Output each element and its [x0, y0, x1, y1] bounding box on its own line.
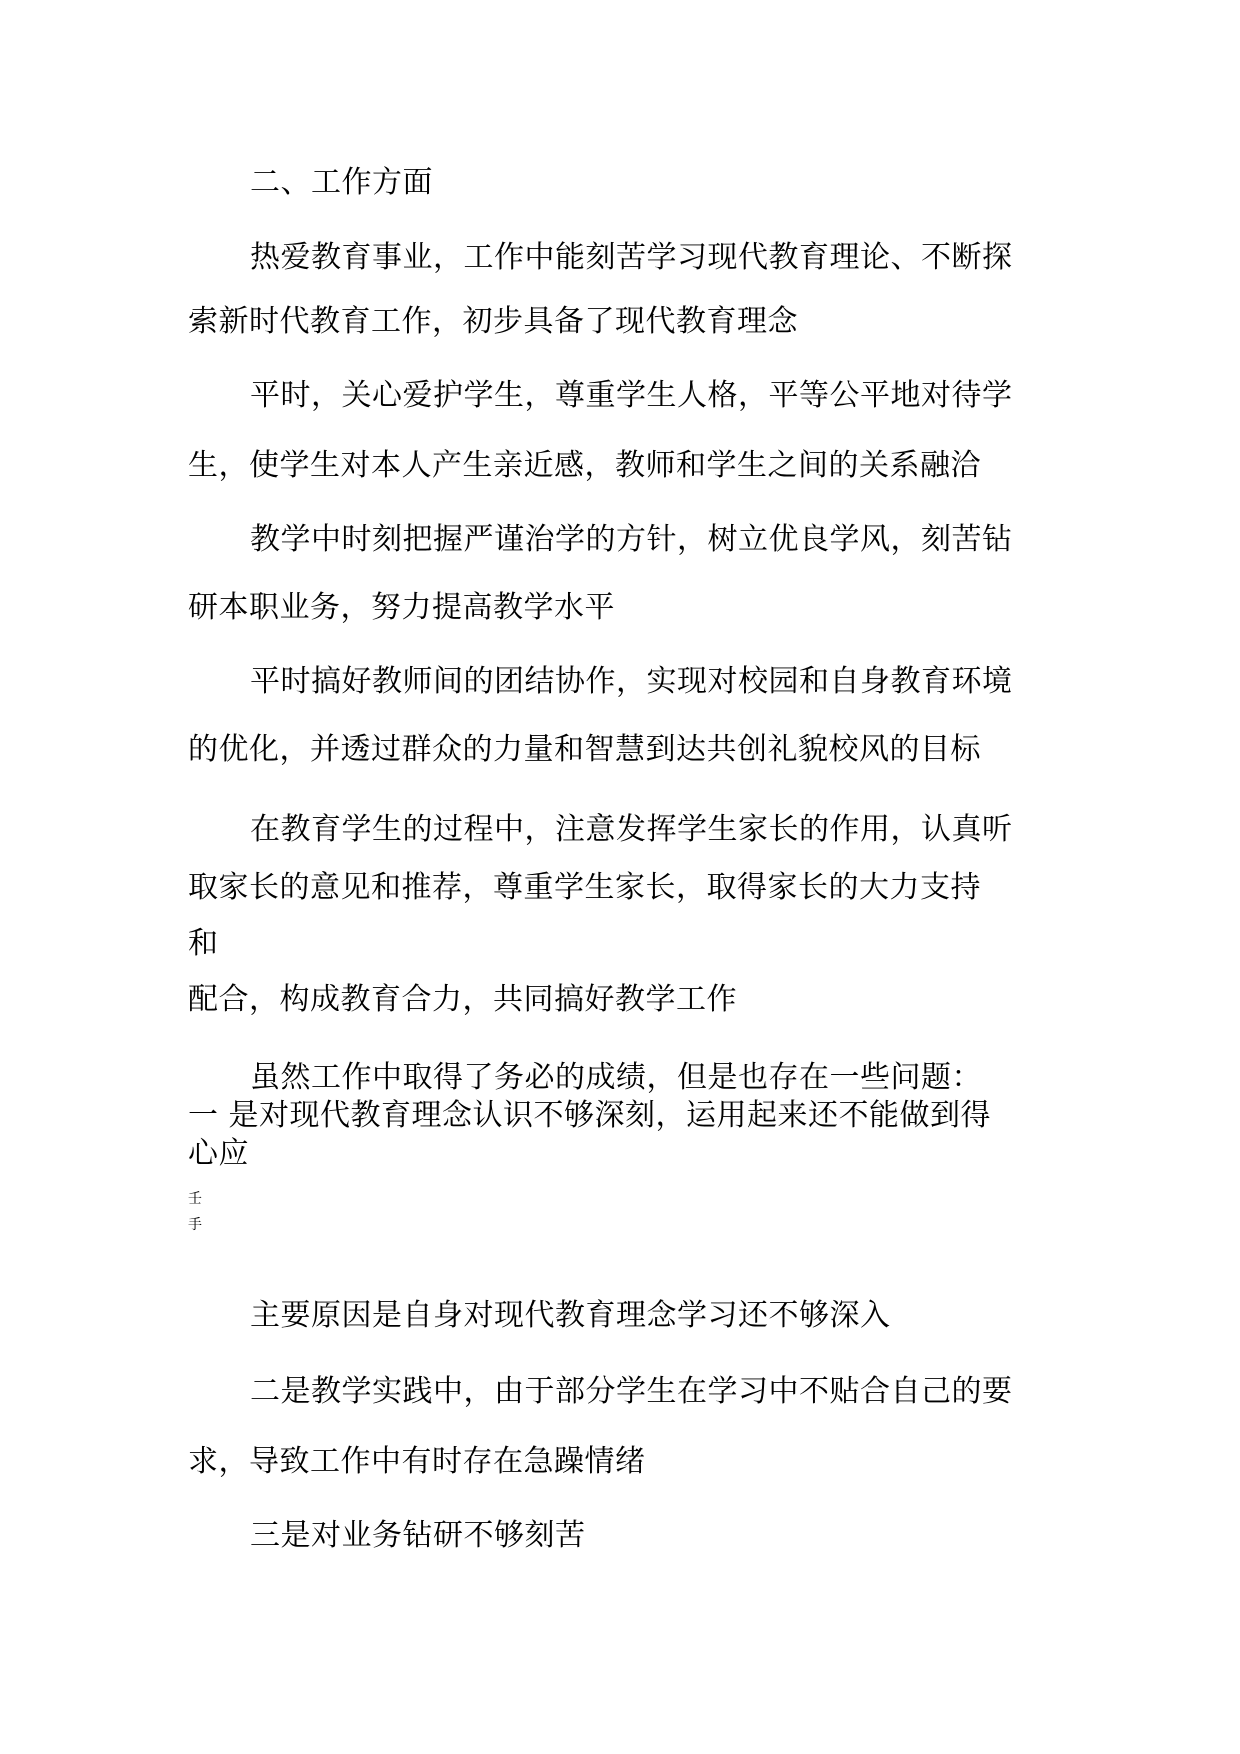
- paragraph-1-line-1: 热爱教育事业，工作中能刻苦学习现代教育理论、不断探: [250, 240, 1013, 275]
- paragraph-6-line-1: 虽然工作中取得了务必的成绩，但是也存在一些问题：: [250, 1060, 982, 1095]
- paragraph-6-line-3: 心应: [188, 1136, 249, 1171]
- paragraph-2-line-2: 生，使学生对本人产生亲近感，教师和学生之间的关系融洽: [188, 448, 981, 483]
- section-heading: 二、工作方面: [250, 165, 433, 200]
- paragraph-5-line-4: 配合，构成教育合力，共同搞好教学工作: [188, 982, 737, 1017]
- paragraph-8-line-1: 二是教学实践中，由于部分学生在学习中不贴合自己的要: [250, 1374, 1013, 1409]
- paragraph-3-line-2: 研本职业务，努力提高教学水平: [188, 590, 615, 625]
- paragraph-6-line-2: 一 是对现代教育理念认识不够深刻，运用起来还不能做到得: [188, 1098, 992, 1133]
- paragraph-6-fragment-2: 手: [188, 1217, 202, 1233]
- paragraph-8-line-2: 求，导致工作中有时存在急躁情绪: [188, 1444, 646, 1479]
- paragraph-5-line-3: 和: [188, 926, 219, 961]
- paragraph-5-line-2: 取家长的意见和推荐，尊重学生家长，取得家长的大力支持: [188, 870, 981, 905]
- paragraph-4-line-2: 的优化，并透过群众的力量和智慧到达共创礼貌校风的目标: [188, 732, 981, 767]
- paragraph-3-line-1: 教学中时刻把握严谨治学的方针，树立优良学风，刻苦钻: [250, 522, 1013, 557]
- paragraph-7-line-1: 主要原因是自身对现代教育理念学习还不够深入: [250, 1298, 891, 1333]
- paragraph-9-line-1: 三是对业务钻研不够刻苦: [250, 1518, 586, 1553]
- paragraph-1-line-2: 索新时代教育工作，初步具备了现代教育理念: [188, 304, 798, 339]
- paragraph-6-fragment-1: 壬: [188, 1191, 202, 1207]
- paragraph-4-line-1: 平时搞好教师间的团结协作，实现对校园和自身教育环境: [250, 664, 1013, 699]
- paragraph-2-line-1: 平时，关心爱护学生，尊重学生人格，平等公平地对待学: [250, 378, 1013, 413]
- paragraph-5-line-1: 在教育学生的过程中，注意发挥学生家长的作用，认真听: [250, 812, 1013, 847]
